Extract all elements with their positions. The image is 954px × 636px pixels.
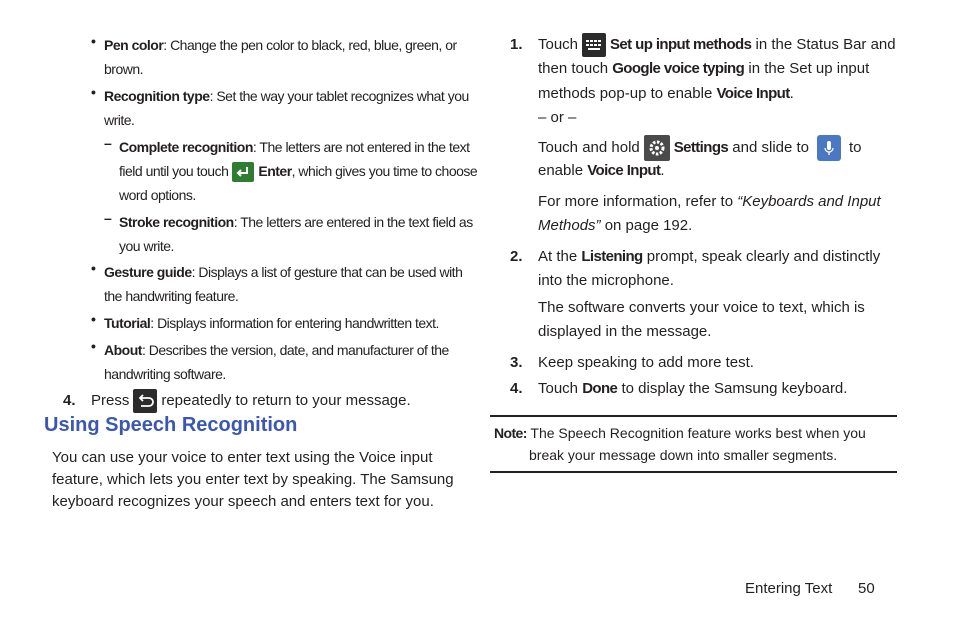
microphone-icon <box>817 135 841 161</box>
dash-stroke-recognition: – <box>104 210 112 226</box>
note-line-1: Note: The Speech Recognition feature works best when you <box>494 425 866 441</box>
enter-icon <box>232 162 254 182</box>
intro-line-3: keyboard recognizes your speech and enters text for you. <box>52 493 434 510</box>
gesture-guide-item-cont: the handwriting feature. <box>104 288 239 304</box>
recognition-type-item-cont: write. <box>104 112 135 128</box>
note-top-rule <box>490 415 897 417</box>
gear-icon <box>644 135 670 161</box>
bullet-tutorial: • <box>91 311 96 327</box>
back-icon <box>133 389 157 413</box>
page-number: 50 <box>858 580 875 597</box>
step-4r-number: 4. <box>510 380 523 397</box>
alt-line-2: enable Voice Input. <box>538 162 665 179</box>
step-2-detail-2: displayed in the message. <box>538 323 712 340</box>
step-2-number: 2. <box>510 248 523 265</box>
step-1-line-2: then touch Google voice typing in the Set up input <box>538 60 870 77</box>
step-3-number: 3. <box>510 354 523 371</box>
bullet-about: • <box>91 338 96 354</box>
footer-section: Entering Text <box>745 580 833 597</box>
bullet-recognition-type: • <box>91 84 96 100</box>
about-item: About: Describes the version, date, and manufacturer of the <box>104 342 449 358</box>
step-4-text: Press repeatedly to return to your message. <box>91 389 411 413</box>
step-2-line-1: At the Listening prompt, speak clearly and distinctly <box>538 248 881 265</box>
bullet-pen-color: • <box>91 33 96 49</box>
intro-line-1: You can use your voice to enter text using the Voice input <box>52 449 433 466</box>
more-info-line-2: Methods” on page 192. <box>538 217 693 234</box>
step-1-line-3: methods pop-up to enable Voice Input. <box>538 85 794 102</box>
step-2-detail-1: The software converts your voice to text, which is <box>538 299 865 316</box>
keyboard-icon <box>582 33 606 57</box>
step-4-number: 4. <box>63 392 76 409</box>
step-1-number: 1. <box>510 36 523 53</box>
recognition-type-item: Recognition type: Set the way your tablet recognizes what you <box>104 88 469 104</box>
more-info-line-1: For more information, refer to “Keyboards and Input <box>538 193 881 210</box>
alt-line-1: Touch and hold Settings and slide to to <box>538 135 862 161</box>
bullet-gesture-guide: • <box>91 260 96 276</box>
note-line-2: break your message down into smaller segments. <box>529 447 838 463</box>
step-4r-text: Touch Done to display the Samsung keyboard. <box>538 380 848 397</box>
complete-recognition-item-cont: field until you touch Enter, which gives you time to choose <box>119 159 477 183</box>
stroke-recognition-item-cont: you write. <box>119 238 174 254</box>
intro-line-2: feature, which lets you enter text by speaking. The Samsung <box>52 471 454 488</box>
or-separator: – or – <box>538 109 577 126</box>
about-item-cont: handwriting software. <box>104 366 226 382</box>
pen-color-item: Pen color: Change the pen color to black, red, blue, green, or <box>104 37 457 53</box>
tutorial-item: Tutorial: Displays information for entering handwritten text. <box>104 315 439 331</box>
pen-color-item-cont: brown. <box>104 61 144 77</box>
gesture-guide-item: Gesture guide: Displays a list of gesture that can be used with <box>104 264 463 280</box>
stroke-recognition-item: Stroke recognition: The letters are entered in the text field as <box>119 214 473 230</box>
complete-recognition-item-cont2: word options. <box>119 187 196 203</box>
note-bottom-rule <box>490 471 897 473</box>
complete-recognition-item: Complete recognition: The letters are not entered in the text <box>119 139 470 155</box>
step-3-text: Keep speaking to add more test. <box>538 354 754 371</box>
dash-complete-recognition: – <box>104 135 112 151</box>
step-2-line-2: into the microphone. <box>538 272 674 289</box>
step-1-line-1: Touch Set up input methods in the Status Bar and <box>538 33 896 57</box>
section-heading: Using Speech Recognition <box>44 414 298 436</box>
